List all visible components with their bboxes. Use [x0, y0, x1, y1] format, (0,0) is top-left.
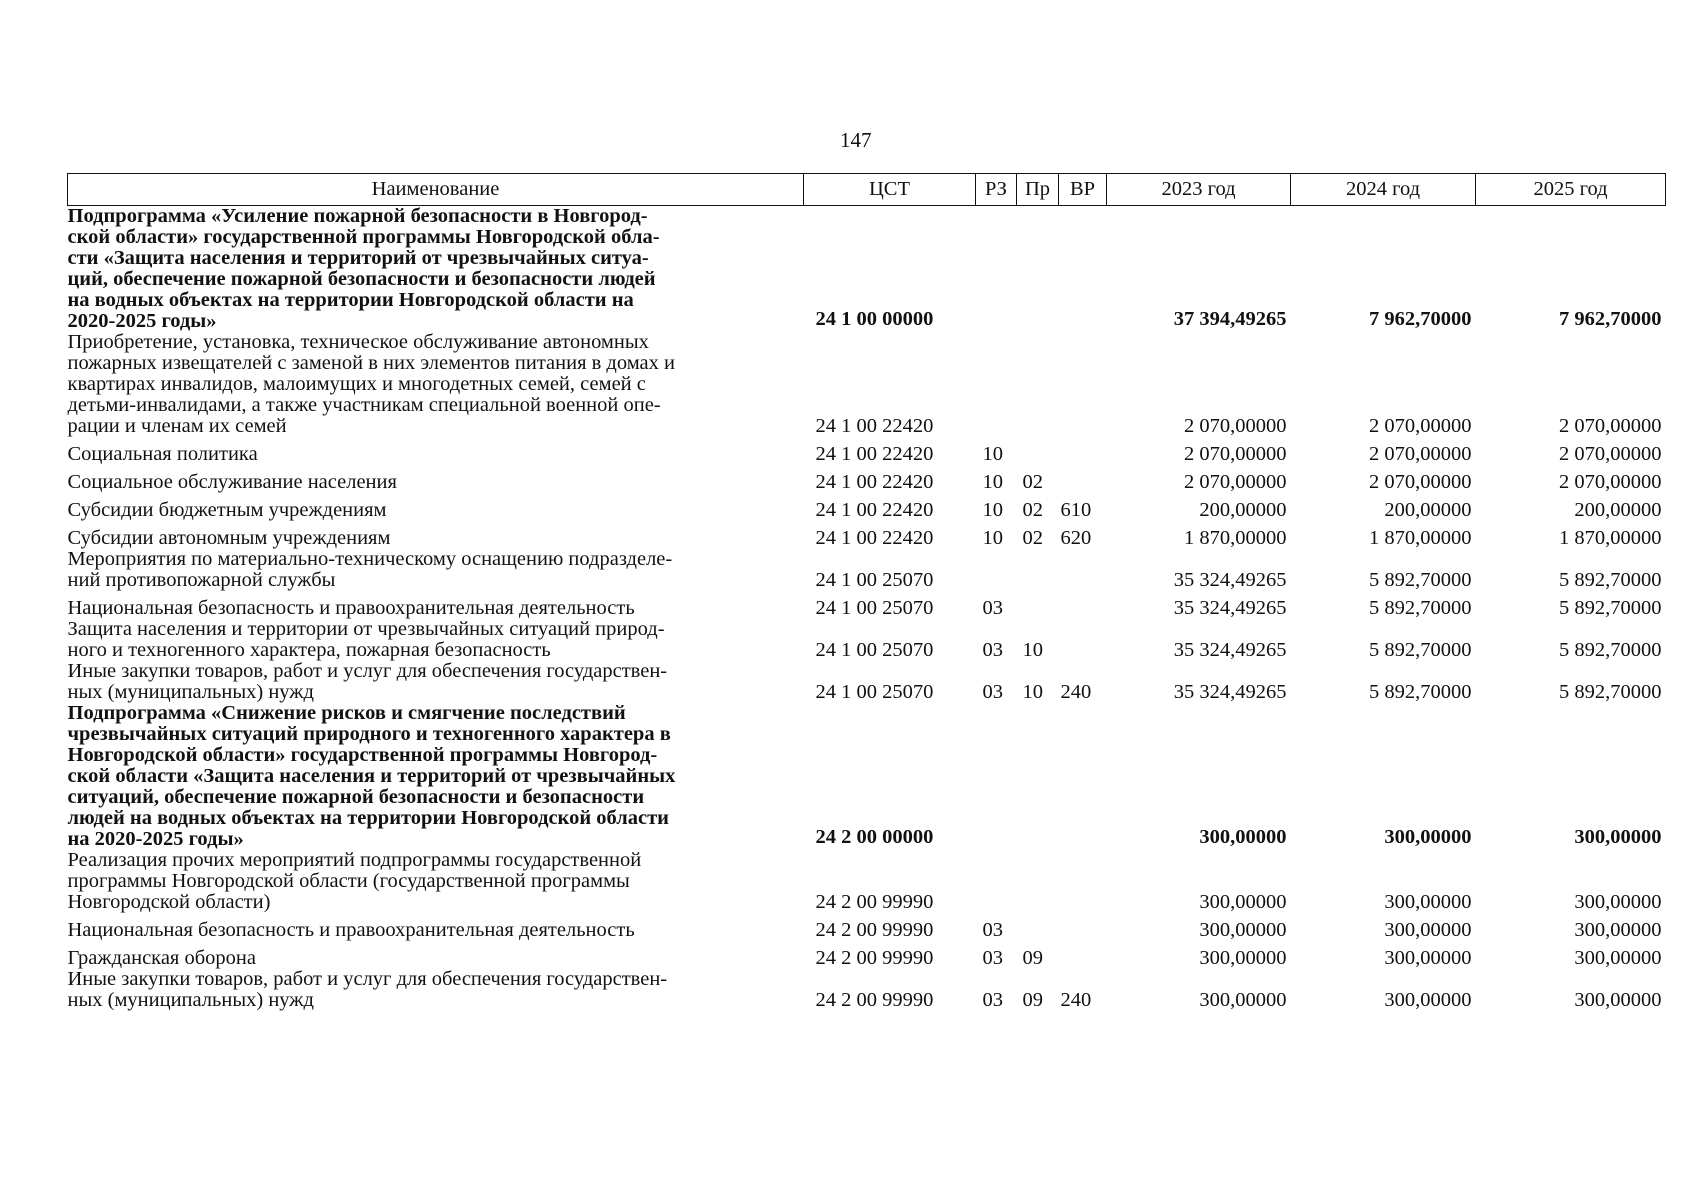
table-row	[68, 465, 1666, 493]
row-value-2024: 300,00000	[1384, 919, 1472, 941]
header-2023: 2023 год	[1107, 174, 1291, 206]
row-rz: 10	[982, 443, 1003, 465]
row-value-2025: 7 962,70000	[1559, 308, 1662, 330]
row-value-2024: 300,00000	[1384, 989, 1472, 1011]
row-value-2025: 5 892,70000	[1559, 569, 1662, 591]
row-value-2023: 2 070,00000	[1184, 443, 1287, 465]
row-pr: 10	[1022, 639, 1043, 661]
row-vr: 240	[1060, 989, 1092, 1011]
row-value-2024: 5 892,70000	[1369, 569, 1472, 591]
row-value-2023: 35 324,49265	[1173, 597, 1287, 619]
row-value-2025: 2 070,00000	[1559, 471, 1662, 493]
row-name-line: на 2020-2025 годы»	[67, 828, 244, 850]
row-cst: 24 1 00 25070	[815, 569, 934, 591]
table-row	[68, 591, 1666, 619]
row-name-line: Субсидии автономным учреждениям	[67, 527, 391, 549]
row-pr: 02	[1022, 527, 1043, 549]
row-value-2023: 2 070,00000	[1184, 415, 1287, 437]
row-vr	[1059, 850, 1107, 913]
row-name-line: Иные закупки товаров, работ и услуг для обеспечения государствен-	[67, 660, 668, 682]
row-cst: 24 2 00 99990	[815, 919, 934, 941]
row-vr	[1059, 206, 1107, 333]
table-row	[68, 661, 1666, 703]
row-name-line: Гражданская оборона	[67, 947, 256, 969]
header-vr: ВР	[1059, 174, 1107, 206]
row-vr: 620	[1060, 527, 1092, 549]
row-name	[68, 332, 804, 437]
row-rz: 10	[982, 527, 1003, 549]
row-value-2023: 2 070,00000	[1184, 471, 1287, 493]
row-rz	[976, 206, 1017, 333]
row-name	[68, 521, 804, 549]
row-cst: 24 2 00 00000	[815, 826, 934, 848]
row-name	[68, 437, 804, 465]
row-value-2024: 5 892,70000	[1369, 681, 1472, 703]
row-value-2024: 200,00000	[1384, 499, 1472, 521]
row-name-line: 2020-2025 годы»	[67, 310, 217, 332]
subprogram-row	[68, 206, 1666, 333]
row-pr	[1017, 703, 1059, 850]
row-value-2025: 300,00000	[1574, 891, 1662, 913]
row-name-line: ской области» государственной программы Новгородской обла-	[67, 226, 660, 248]
row-name-line: программы Новгородской области (государственной программы	[67, 870, 630, 892]
row-value-2024: 7 962,70000	[1369, 308, 1472, 330]
row-pr	[1017, 437, 1059, 465]
row-value-2023: 200,00000	[1199, 499, 1287, 521]
row-cst: 24 1 00 22420	[815, 499, 934, 521]
row-cst: 24 1 00 25070	[815, 681, 934, 703]
row-cst: 24 1 00 22420	[815, 471, 934, 493]
table-row	[68, 437, 1666, 465]
row-pr: 10	[1022, 681, 1043, 703]
row-value-2023: 1 870,00000	[1184, 527, 1287, 549]
row-cst: 24 1 00 22420	[815, 415, 934, 437]
row-name-line: пожарных извещателей с заменой в них элементов питания в домах и	[67, 352, 675, 374]
row-pr: 09	[1022, 989, 1043, 1011]
row-name-line: детьми-инвалидами, а также участникам специальной военной опе-	[67, 394, 661, 416]
row-value-2024: 2 070,00000	[1369, 415, 1472, 437]
header-pr: Пр	[1017, 174, 1059, 206]
row-name-line: людей на водных объектах на территории Новгородской области	[67, 807, 669, 829]
subprogram-row	[68, 703, 1666, 850]
table-header	[68, 174, 1666, 206]
row-vr: 610	[1060, 499, 1092, 521]
row-name-line: Приобретение, установка, техническое обслуживание автономных	[67, 331, 649, 353]
row-name-line: квартирах инвалидов, малоимущих и многодетных семей, семей с	[67, 373, 646, 395]
row-name-line: ситуаций, обеспечение пожарной безопасности и безопасности	[67, 786, 645, 808]
row-rz: 03	[982, 989, 1003, 1011]
header-cst: ЦСТ	[804, 174, 976, 206]
table-row	[68, 521, 1666, 549]
row-value-2025: 300,00000	[1574, 919, 1662, 941]
row-rz: 03	[982, 681, 1003, 703]
header-2025: 2025 год	[1476, 174, 1666, 206]
row-name	[68, 591, 804, 619]
row-name	[68, 549, 804, 591]
row-cst: 24 1 00 00000	[815, 308, 934, 330]
row-pr	[1017, 850, 1059, 913]
row-name-line: Национальная безопасность и правоохранительная деятельность	[67, 919, 635, 941]
header-2024: 2024 год	[1291, 174, 1476, 206]
row-vr	[1059, 591, 1107, 619]
row-rz: 03	[982, 947, 1003, 969]
row-value-2025: 5 892,70000	[1559, 597, 1662, 619]
row-value-2023: 300,00000	[1199, 989, 1287, 1011]
row-name	[68, 465, 804, 493]
row-name-line: Социальное обслуживание населения	[67, 471, 397, 493]
row-name-line: ных (муниципальных) нужд	[67, 681, 314, 703]
row-name-line: Защита населения и территории от чрезвычайных ситуаций природ-	[67, 618, 665, 640]
row-vr	[1059, 703, 1107, 850]
row-cst: 24 2 00 99990	[815, 947, 934, 969]
row-vr	[1059, 619, 1107, 661]
row-name	[68, 941, 804, 969]
row-rz: 03	[982, 597, 1003, 619]
row-name-line: Новгородской области» государственной программы Новгород-	[67, 744, 658, 766]
row-cst: 24 1 00 22420	[815, 527, 934, 549]
row-rz: 10	[982, 471, 1003, 493]
row-value-2023: 35 324,49265	[1173, 681, 1287, 703]
row-vr	[1059, 913, 1107, 941]
row-value-2024: 300,00000	[1384, 891, 1472, 913]
row-name	[68, 493, 804, 521]
row-value-2023: 300,00000	[1199, 947, 1287, 969]
row-name-line: сти «Защита населения и территорий от чрезвычайных ситуа-	[67, 247, 649, 269]
row-cst: 24 1 00 25070	[815, 639, 934, 661]
row-pr: 09	[1022, 947, 1043, 969]
budget-table	[67, 173, 1666, 1011]
table-row	[68, 493, 1666, 521]
row-name	[68, 661, 804, 703]
row-value-2024: 5 892,70000	[1369, 597, 1472, 619]
page-number: 147	[840, 128, 872, 152]
row-pr: 02	[1022, 471, 1043, 493]
row-name-line: ного и техногенного характера, пожарная безопасность	[67, 639, 551, 661]
table-row	[68, 969, 1666, 1011]
table-row	[68, 850, 1666, 913]
row-rz: 03	[982, 919, 1003, 941]
row-pr	[1017, 549, 1059, 591]
row-vr: 240	[1060, 681, 1092, 703]
row-value-2023: 35 324,49265	[1173, 639, 1287, 661]
row-pr	[1017, 206, 1059, 333]
row-name-line: на водных объектах на территории Новгородской области на	[67, 289, 634, 311]
row-value-2025: 300,00000	[1574, 826, 1662, 848]
row-rz	[976, 549, 1017, 591]
row-name	[68, 850, 804, 913]
row-value-2023: 37 394,49265	[1173, 308, 1287, 330]
header-rz: РЗ	[976, 174, 1017, 206]
row-value-2024: 300,00000	[1384, 826, 1472, 848]
row-name-line: Подпрограмма «Снижение рисков и смягчение последствий	[67, 702, 626, 724]
row-name-line: Реализация прочих мероприятий подпрограммы государственной	[67, 849, 642, 871]
row-name-line: Субсидии бюджетным учреждениям	[67, 499, 387, 521]
row-pr	[1017, 332, 1059, 437]
row-name-line: Социальная политика	[67, 443, 258, 465]
row-name-line: ской области «Защита населения и территорий от чрезвычайных	[67, 765, 676, 787]
row-name	[68, 913, 804, 941]
row-value-2024: 2 070,00000	[1369, 443, 1472, 465]
row-value-2025: 5 892,70000	[1559, 681, 1662, 703]
row-rz	[976, 850, 1017, 913]
row-vr	[1059, 549, 1107, 591]
row-value-2024: 1 870,00000	[1369, 527, 1472, 549]
row-name	[68, 206, 804, 333]
row-rz	[976, 332, 1017, 437]
header-name: Наименование	[68, 174, 804, 206]
row-value-2023: 300,00000	[1199, 919, 1287, 941]
row-value-2025: 300,00000	[1574, 947, 1662, 969]
row-value-2023: 300,00000	[1199, 826, 1287, 848]
row-value-2023: 35 324,49265	[1173, 569, 1287, 591]
row-name	[68, 969, 804, 1011]
row-vr	[1059, 437, 1107, 465]
row-rz: 10	[982, 499, 1003, 521]
row-name-line: Подпрограмма «Усиление пожарной безопасности в Новгород-	[67, 205, 648, 227]
row-name-line: Новгородской области)	[67, 891, 271, 913]
row-name	[68, 703, 804, 850]
row-value-2024: 2 070,00000	[1369, 471, 1472, 493]
row-vr	[1059, 332, 1107, 437]
table-row	[68, 619, 1666, 661]
row-name-line: Иные закупки товаров, работ и услуг для обеспечения государствен-	[67, 968, 668, 990]
row-value-2024: 5 892,70000	[1369, 639, 1472, 661]
table-row	[68, 549, 1666, 591]
row-name-line: ций, обеспечение пожарной безопасности и безопасности людей	[67, 268, 656, 290]
row-vr	[1059, 941, 1107, 969]
row-pr	[1017, 591, 1059, 619]
row-value-2025: 2 070,00000	[1559, 415, 1662, 437]
row-cst: 24 1 00 25070	[815, 597, 934, 619]
row-cst: 24 1 00 22420	[815, 443, 934, 465]
table-row	[68, 913, 1666, 941]
table-body	[68, 206, 1666, 1012]
row-value-2023: 300,00000	[1199, 891, 1287, 913]
row-value-2025: 1 870,00000	[1559, 527, 1662, 549]
row-value-2025: 2 070,00000	[1559, 443, 1662, 465]
row-value-2024: 300,00000	[1384, 947, 1472, 969]
table-row	[68, 332, 1666, 437]
row-name	[68, 619, 804, 661]
row-name-line: ний противопожарной службы	[67, 569, 336, 591]
row-name-line: Мероприятия по материально-техническому оснащению подразделе-	[67, 548, 673, 570]
row-rz: 03	[982, 639, 1003, 661]
row-cst: 24 2 00 99990	[815, 891, 934, 913]
row-name-line: Национальная безопасность и правоохранительная деятельность	[67, 597, 635, 619]
row-value-2025: 200,00000	[1574, 499, 1662, 521]
row-name-line: рации и членам их семей	[67, 415, 287, 437]
row-cst: 24 2 00 99990	[815, 989, 934, 1011]
row-name-line: ных (муниципальных) нужд	[67, 989, 314, 1011]
row-value-2025: 300,00000	[1574, 989, 1662, 1011]
row-value-2025: 5 892,70000	[1559, 639, 1662, 661]
row-rz	[976, 703, 1017, 850]
row-name-line: чрезвычайных ситуаций природного и техногенного характера в	[67, 723, 671, 745]
row-pr	[1017, 913, 1059, 941]
row-vr	[1059, 465, 1107, 493]
row-pr: 02	[1022, 499, 1043, 521]
table-row	[68, 941, 1666, 969]
